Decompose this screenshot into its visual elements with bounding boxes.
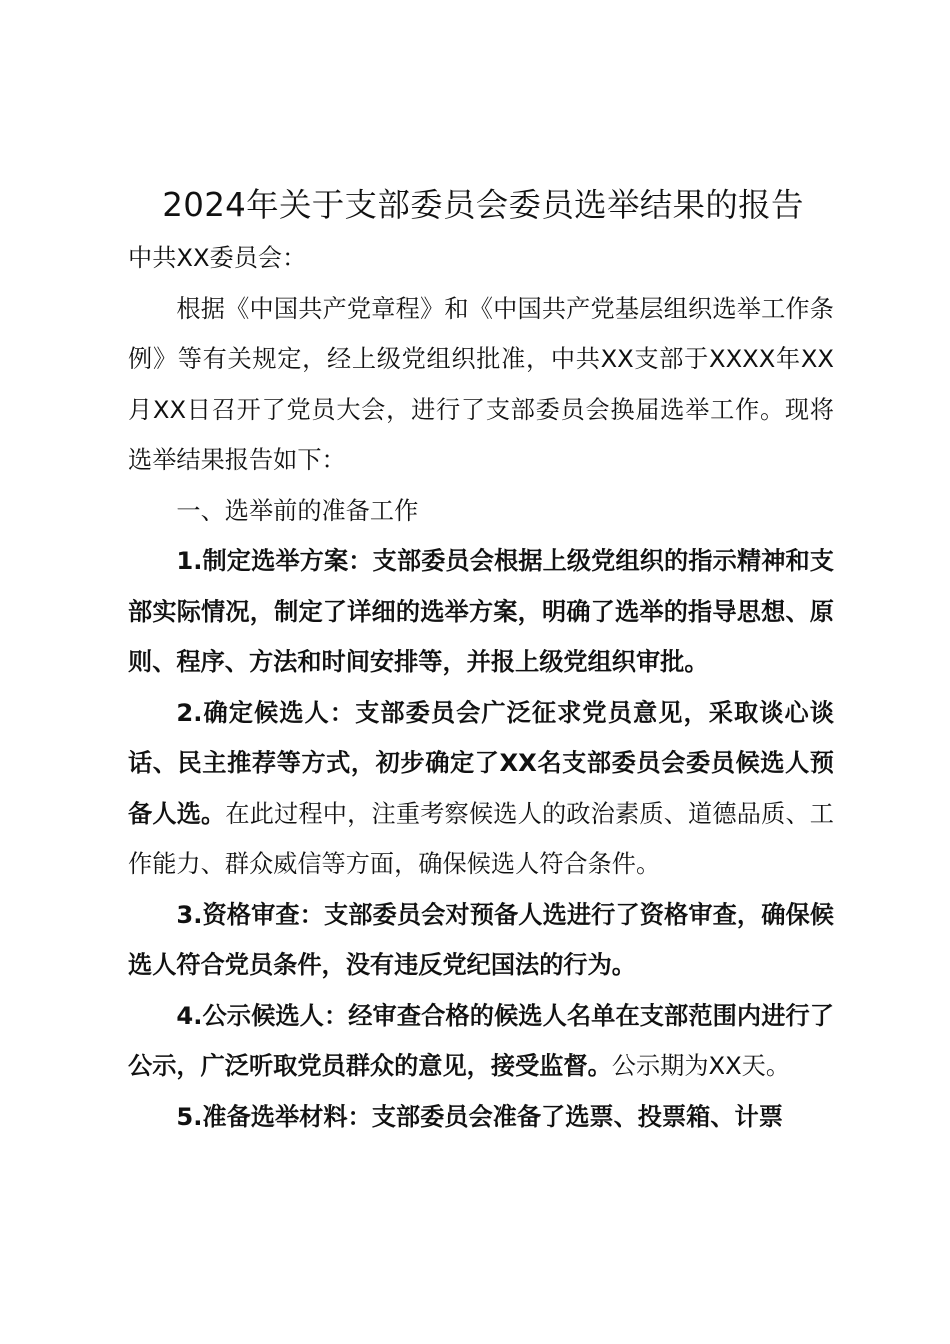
item-paragraph-3 [128, 890, 834, 991]
section-heading: 一、选举前的准备工作 [176, 496, 419, 525]
item-bold-text: 1.制定选举方案：支部委员会根据上级党组织的指示精神和支部实际情况，制定了详细的选举方案，明确了选举的指导思想、原则、程序、方法和时间安排等，并报上级党组织审批。 [128, 547, 834, 676]
salutation: 中共XX委员会： [128, 244, 307, 272]
item-paragraph-5 [128, 1092, 834, 1143]
item-bold-text: 4.公示候选人：经审查合格的候选人名单在支部范围内进行了公示，广泛听取党员群众的意见，接受监督。 [128, 1001, 834, 1080]
intro-paragraph: 根据《中国共产党章程》和《中国共产党基层组织选举工作条例》等有关规定，经上级党组织批准，中共XX支部于XXXX年XX月XX日召开了党员大会，进行了支部委员会换届选举工作。现将选举结果报告如下： [128, 294, 834, 474]
item-paragraph-4 [128, 991, 834, 1092]
item-paragraph-1 [128, 536, 834, 688]
item-bold-text: 3.资格审查：支部委员会对预备人选进行了资格审查，确保候选人符合党员条件，没有违反党纪国法的行为。 [128, 900, 834, 979]
item-normal-text: 在此过程中，注重考察候选人的政治素质、道德品质、工作能力、群众威信等方面，确保候选人符合条件。 [128, 799, 834, 878]
document-title: 2024年关于支部委员会委员选举结果的报告 [162, 186, 804, 224]
item-bold-text: 2.确定候选人：支部委员会广泛征求党员意见，采取谈心谈话、民主推荐等方式，初步确定了XX名支部委员会委员候选人预备人选。 [128, 698, 834, 828]
item-paragraph-2 [128, 688, 834, 890]
item-bold-text: 5.准备选举材料：支部委员会准备了选票、投票箱、计票 [176, 1102, 783, 1131]
document-body [128, 233, 834, 1142]
item-normal-text: 公示期为XX天。 [611, 1052, 791, 1080]
